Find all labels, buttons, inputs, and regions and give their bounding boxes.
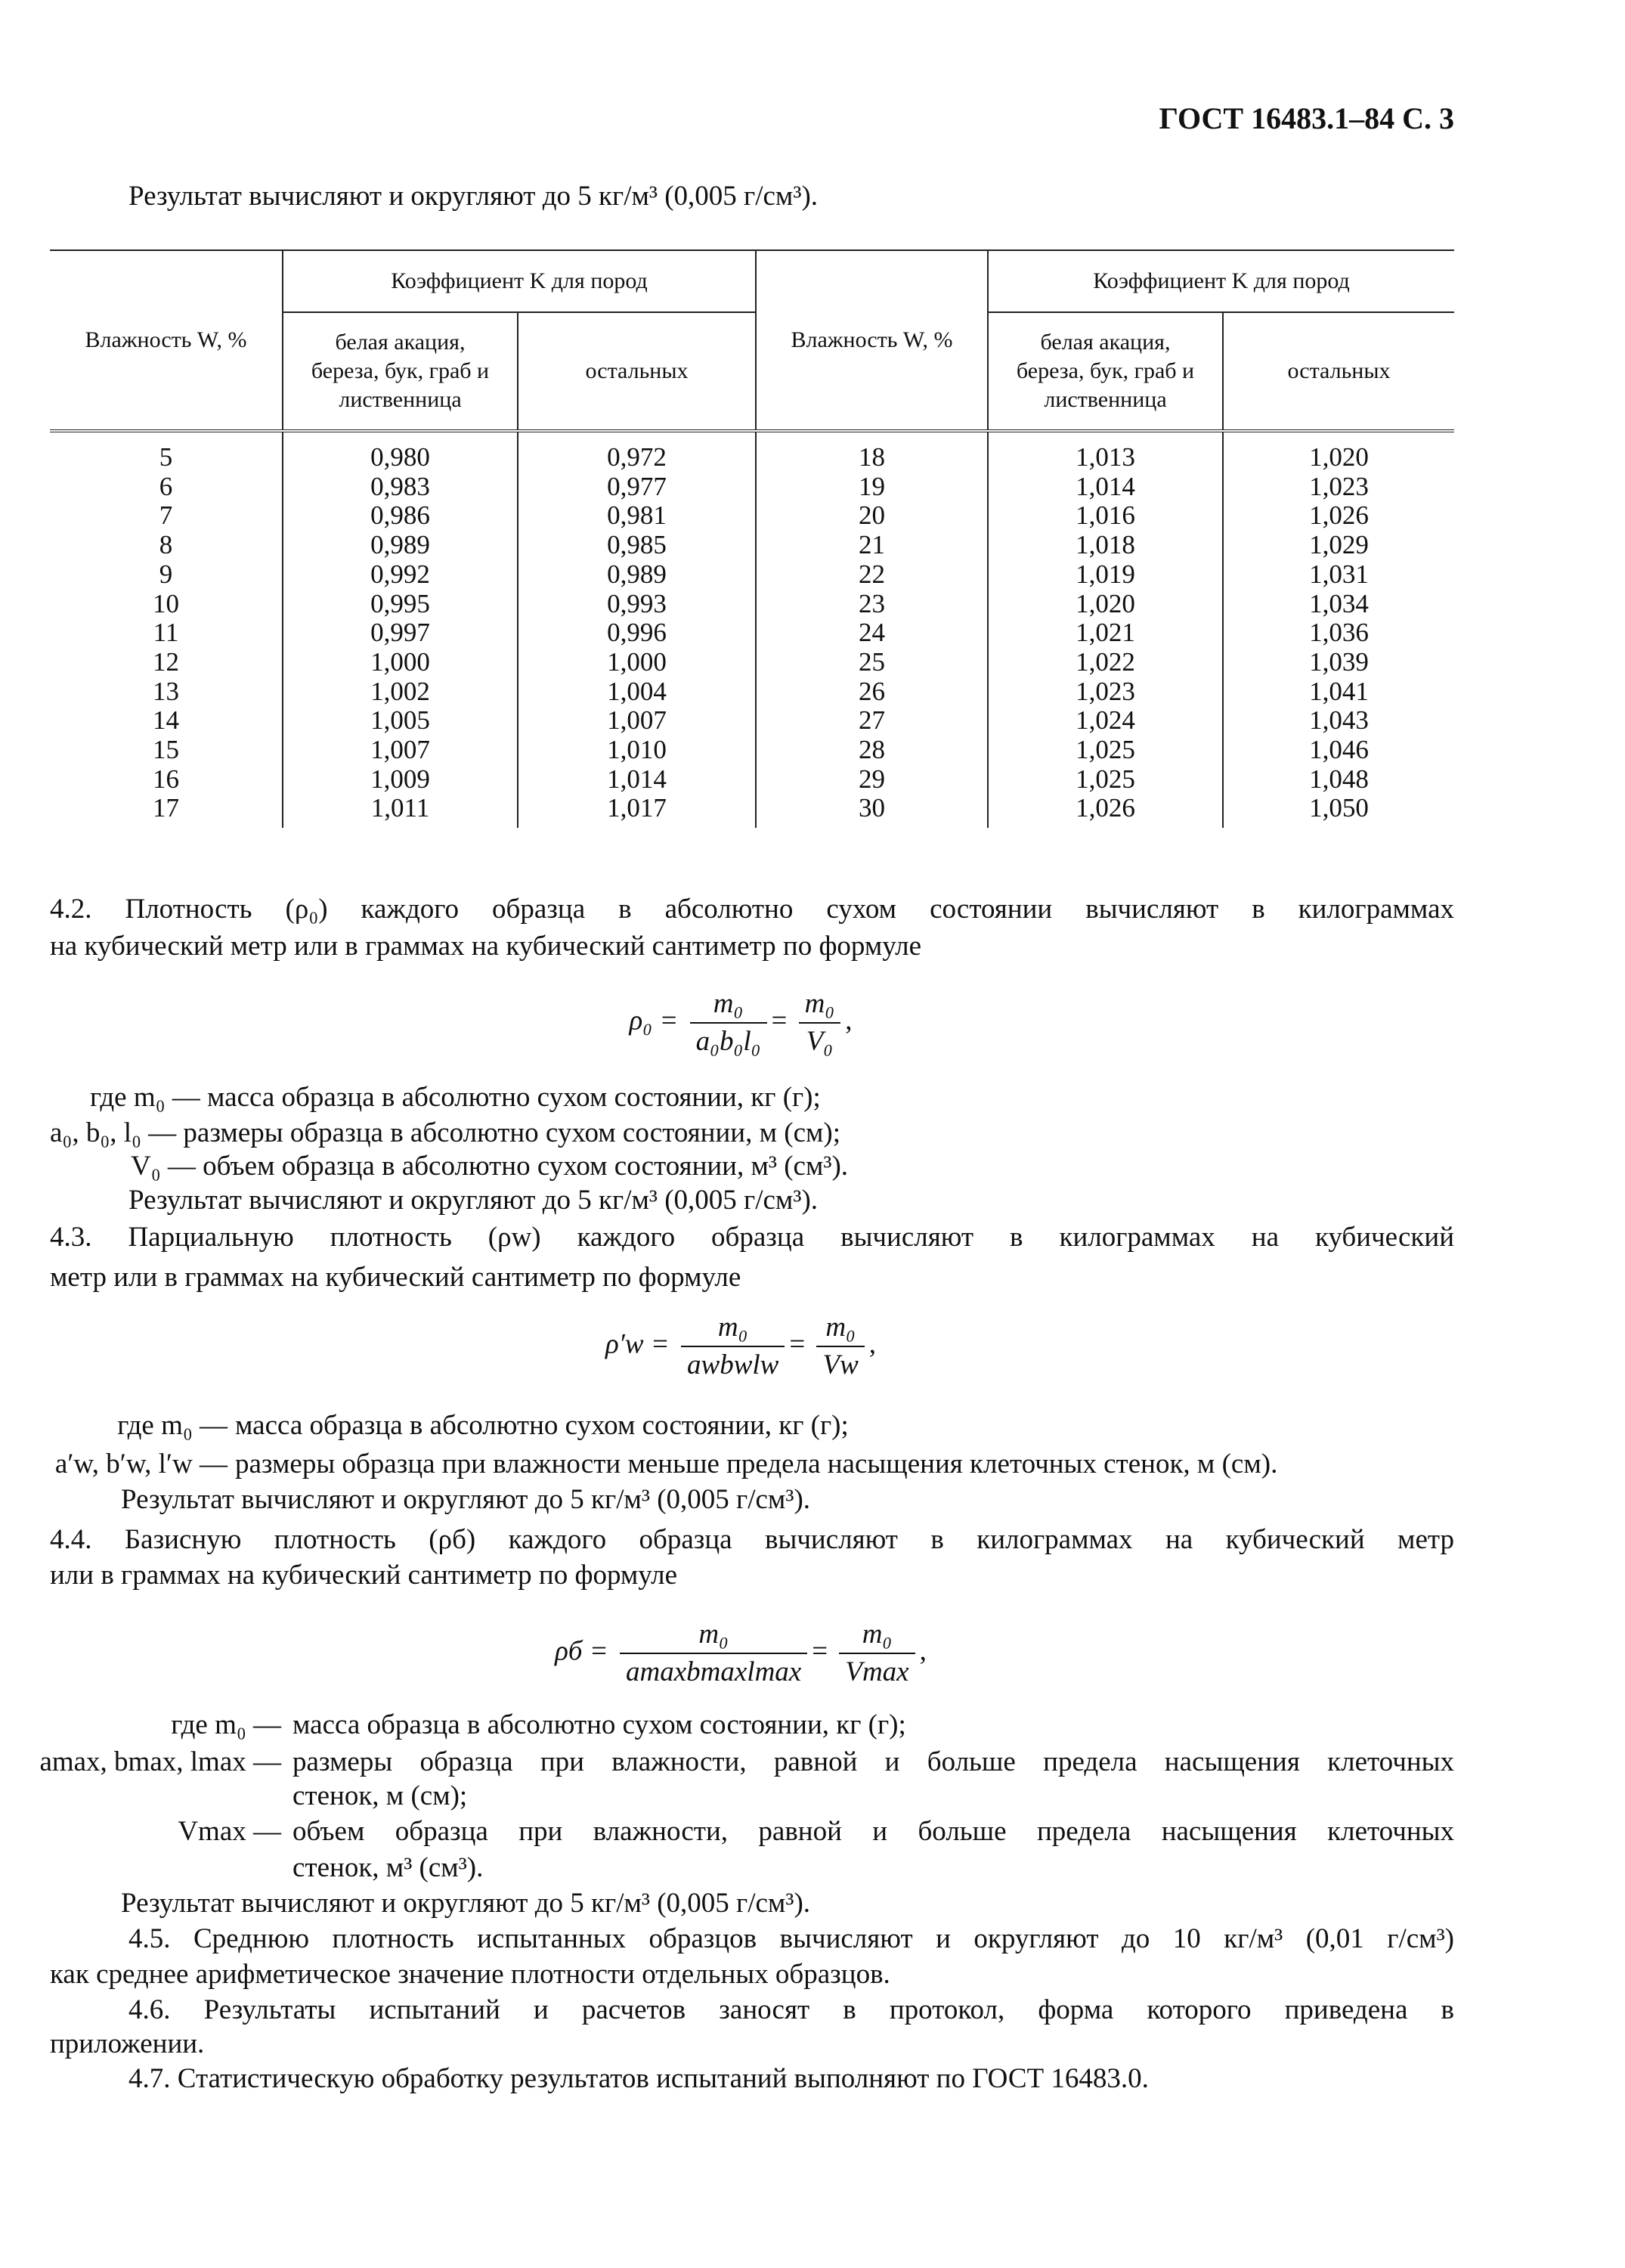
species-coef-right-cell: 1,013 <box>988 431 1223 472</box>
table-row <box>50 618 1454 648</box>
numerator: m₀ <box>717 1312 748 1343</box>
species-header-left <box>283 312 518 431</box>
other-coef-left-cell: 0,993 <box>518 590 756 619</box>
formula-lhs: ρб = <box>555 1635 608 1667</box>
other-coef-right-cell: 1,039 <box>1223 648 1454 677</box>
s43-line2: метр или в граммах на кубический сантиметр по формуле <box>50 1262 741 1293</box>
s42-def-volume: V₀ — объем образца в абсолютно сухом состоянии, м³ (см³). <box>131 1151 849 1182</box>
intro-text: Результат вычисляют и округляют до 5 кг/м³ (0,005 г/см³). <box>128 181 819 212</box>
other-coef-left-cell: 1,007 <box>518 706 756 736</box>
species-coef-right-cell: 1,020 <box>988 590 1223 619</box>
table-row <box>50 706 1454 736</box>
formula-basic-density: ρб = $\frac{\text{m₀}}{\text{amaxbmaxlmax}}$ = $\frac{\text{m₀}}{Vmax}$ , <box>555 1619 927 1687</box>
species-line: береза, бук, граб и <box>311 358 490 383</box>
moisture-left-cell: 16 <box>153 764 179 794</box>
page-header: ГОСТ 16483.1–84 С. 3 <box>1159 101 1454 135</box>
s42-line2: на кубический метр или в граммах на кубический сантиметр по формуле <box>50 931 922 962</box>
species-coef-right-cell: 1,014 <box>988 472 1223 502</box>
moisture-right-cell: 24 <box>756 618 988 648</box>
denominator-term: l₀ <box>743 1026 761 1057</box>
other-coef-right-cell: 1,026 <box>1223 501 1454 531</box>
species-coef-left-cell: 1,002 <box>283 677 518 707</box>
species-coef-left-cell: 1,005 <box>283 706 518 736</box>
species-coef-left-cell: 0,986 <box>283 501 518 531</box>
other-coef-right-cell: 1,023 <box>1223 472 1454 502</box>
other-coef-right-cell: 1,020 <box>1223 431 1454 472</box>
other-coef-right-cell: 1,034 <box>1223 590 1454 619</box>
species-coef-left-cell: 0,997 <box>283 618 518 648</box>
correction-coefficient-table <box>50 249 1454 828</box>
other-coef-left-cell: 0,996 <box>518 618 756 648</box>
s43-label-m0: где m₀ — <box>117 1410 228 1441</box>
species-line: белая акация, <box>335 330 466 355</box>
species-line: лиственница <box>1044 387 1167 412</box>
formula-dry-density: ρ₀ = $\frac{\text{m₀}}{\text{a₀b₀l₀}}$ = $\frac{\text{m₀}}{\text{V₀}}$ , <box>629 988 853 1057</box>
species-coef-right-cell: 1,023 <box>988 677 1223 707</box>
other-coef-left-cell: 1,010 <box>518 736 756 765</box>
formula-lhs: ρ′w = <box>605 1328 670 1360</box>
moisture-right-cell: 18 <box>756 431 988 472</box>
other-coef-right-cell: 1,041 <box>1223 677 1454 707</box>
species-coef-left-cell: 0,989 <box>283 531 518 560</box>
denominator-term: amax <box>625 1656 687 1687</box>
moisture-right-cell: 21 <box>756 531 988 560</box>
species-coef-right-cell: 1,019 <box>988 560 1223 590</box>
s44-result: Результат вычисляют и округляют до 5 кг/м³ (0,005 г/см³). <box>121 1888 811 1919</box>
moisture-right-cell: 28 <box>756 736 988 765</box>
other-coef-left-cell: 0,977 <box>518 472 756 502</box>
s42-def-m0: где m₀ — масса образца в абсолютно сухом состоянии, кг (г); <box>90 1082 821 1113</box>
moisture-left-cell: 12 <box>153 646 179 677</box>
moisture-right-cell: 26 <box>756 677 988 707</box>
other-coef-left-cell: 0,985 <box>518 531 756 560</box>
species-coef-left-cell: 0,992 <box>283 560 518 590</box>
formula-comma: , <box>845 1005 853 1036</box>
other-header-left: остальных <box>518 312 756 431</box>
other-coef-right-cell: 1,050 <box>1223 794 1454 828</box>
other-coef-right-cell: 1,046 <box>1223 736 1454 765</box>
s42-def-dims: a₀, b₀, l₀ — размеры образца в абсолютно сухом состоянии, м (см); <box>50 1117 841 1148</box>
s42-line1: 4.2. Плотность (ρ₀) каждого образца в абсолютно сухом состоянии вычисляют в килограммах <box>50 894 1454 925</box>
moisture-right-cell: 27 <box>756 706 988 736</box>
numerator: m₀ <box>713 988 744 1019</box>
s44-line2: или в граммах на кубический сантиметр по формуле <box>50 1560 678 1591</box>
species-line: лиственница <box>339 387 462 412</box>
moisture-header-right: Влажность W, % <box>756 250 988 431</box>
species-coef-right-cell: 1,018 <box>988 531 1223 560</box>
species-coef-right-cell: 1,026 <box>988 794 1223 828</box>
denominator: V₀ <box>806 1026 834 1057</box>
s45-line2: как среднее арифметическое значение плотности отдельных образцов. <box>50 1959 890 1990</box>
formula-lhs: ρ₀ = <box>629 1005 679 1036</box>
other-coef-right-cell: 1,048 <box>1223 765 1454 795</box>
s43-def-m0: масса образца в абсолютно сухом состоянии, кг (г); <box>235 1410 849 1441</box>
species-header-right <box>988 312 1223 431</box>
s44-def-volume-cont: стенок, м³ (см³). <box>292 1852 484 1883</box>
table-row <box>50 590 1454 619</box>
numerator: m₀ <box>698 1619 729 1650</box>
s46-line2: приложении. <box>50 2028 205 2059</box>
other-coef-left-cell: 0,989 <box>518 560 756 590</box>
s43-result: Результат вычисляют и округляют до 5 кг/м³ (0,005 г/см³). <box>121 1484 811 1515</box>
species-coef-left-cell: 1,009 <box>283 765 518 795</box>
other-coef-left-cell: 1,014 <box>518 765 756 795</box>
table-row <box>50 765 1454 795</box>
denominator-term: lw <box>752 1349 779 1380</box>
table-row <box>50 648 1454 677</box>
denominator-term: lmax <box>747 1656 802 1687</box>
moisture-right-cell: 20 <box>756 501 988 531</box>
species-line: береза, бук, граб и <box>1016 358 1195 383</box>
species-coef-left-cell: 0,995 <box>283 590 518 619</box>
formula-comma: , <box>919 1635 927 1667</box>
denominator-term: aw <box>687 1349 720 1380</box>
numerator: m₀ <box>804 988 835 1019</box>
moisture-right-cell: 29 <box>756 765 988 795</box>
s44-label-m0: где m₀ — <box>171 1709 281 1740</box>
species-coef-left-cell: 1,007 <box>283 736 518 765</box>
s43-line1: 4.3. Парциальную плотность (ρw) каждого образца вычисляют в килограммах на кубический <box>50 1222 1454 1253</box>
numerator: m₀ <box>825 1312 856 1343</box>
formula-partial-density: ρ′w = $\frac{\text{m₀}}{\text{awbwlw}}$ = $\frac{\text{m₀}}{Vw}$ , <box>605 1312 876 1380</box>
species-coef-right-cell: 1,024 <box>988 706 1223 736</box>
table-body <box>50 431 1454 828</box>
s46-line1: 4.6. Результаты испытаний и расчетов заносят в протокол, форма которого приведена в <box>128 1994 1454 2025</box>
moisture-right-cell: 25 <box>756 648 988 677</box>
other-coef-left-cell: 0,981 <box>518 501 756 531</box>
s44-def-m0: масса образца в абсолютно сухом состоянии, кг (г); <box>292 1709 906 1740</box>
table-row <box>50 560 1454 590</box>
species-coef-left-cell: 0,983 <box>283 472 518 502</box>
moisture-left-cell: 11 <box>153 618 179 648</box>
other-header-right: остальных <box>1223 312 1454 431</box>
other-coef-right-cell: 1,036 <box>1223 618 1454 648</box>
s44-line1: 4.4. Базисную плотность (ρб) каждого образца вычисляют в килограммах на кубический метр <box>50 1524 1454 1555</box>
species-coef-left-cell: 1,011 <box>283 794 518 828</box>
other-coef-right-cell: 1,043 <box>1223 706 1454 736</box>
table-row <box>50 501 1454 531</box>
moisture-left-cell: 7 <box>159 500 173 531</box>
denominator-term: bmax <box>686 1656 748 1687</box>
s47-line1: 4.7. Статистическую обработку результатов испытаний выполняют по ГОСТ 16483.0. <box>128 2063 1149 2094</box>
s45-line1: 4.5. Среднюю плотность испытанных образцов вычисляют и округляют до 10 кг/м³ (0,01 г/см³) <box>128 1923 1454 1954</box>
moisture-left-cell: 8 <box>159 530 173 560</box>
denominator: Vw <box>822 1349 859 1380</box>
s44-def-dims-cont: стенок, м (см); <box>292 1780 468 1811</box>
denominator-term: a₀ <box>695 1026 720 1057</box>
numerator: m₀ <box>862 1619 893 1650</box>
s44-label-volume: Vmax — <box>178 1816 281 1847</box>
s44-def-volume: объем образца при влажности, равной и больше предела насыщения клеточных <box>292 1816 1454 1847</box>
moisture-header-left: Влажность W, % <box>50 250 283 431</box>
moisture-right-cell: 30 <box>756 794 988 828</box>
moisture-left-cell: 14 <box>153 705 179 736</box>
species-coef-left-cell: 0,980 <box>283 431 518 472</box>
species-coef-right-cell: 1,025 <box>988 765 1223 795</box>
species-coef-right-cell: 1,022 <box>988 648 1223 677</box>
s44-def-dims: размеры образца при влажности, равной и больше предела насыщения клеточных <box>292 1746 1454 1777</box>
species-coef-right-cell: 1,016 <box>988 501 1223 531</box>
species-coef-right-cell: 1,021 <box>988 618 1223 648</box>
denominator: Vmax <box>845 1656 909 1687</box>
species-coef-left-cell: 1,000 <box>283 648 518 677</box>
moisture-right-cell: 22 <box>756 560 988 590</box>
table-row <box>50 677 1454 707</box>
denominator-term: bw <box>720 1349 753 1380</box>
moisture-left-cell: 9 <box>159 559 173 589</box>
other-coef-left-cell: 0,972 <box>518 431 756 472</box>
moisture-left-cell: 13 <box>153 676 179 706</box>
table-row <box>50 531 1454 560</box>
other-coef-right-cell: 1,029 <box>1223 531 1454 560</box>
coef-header-left: Коэффициент K для пород <box>283 250 756 312</box>
s44-label-dims: amax, bmax, lmax — <box>39 1746 281 1777</box>
other-coef-left-cell: 1,004 <box>518 677 756 707</box>
moisture-left-cell: 6 <box>159 471 173 501</box>
moisture-left-cell: 17 <box>153 793 179 823</box>
table-row <box>50 794 1454 828</box>
other-coef-right-cell: 1,031 <box>1223 560 1454 590</box>
formula-comma: , <box>868 1328 876 1360</box>
moisture-left-cell: 5 <box>159 442 173 472</box>
moisture-left-cell: 15 <box>153 735 179 765</box>
moisture-right-cell: 23 <box>756 590 988 619</box>
moisture-right-cell: 19 <box>756 472 988 502</box>
coef-header-right: Коэффициент K для пород <box>988 250 1454 312</box>
moisture-left-cell: 10 <box>153 588 179 618</box>
other-coef-left-cell: 1,000 <box>518 648 756 677</box>
s43-def-dims: размеры образца при влажности меньше предела насыщения клеточных стенок, м (см). <box>235 1448 1278 1479</box>
species-line: белая акация, <box>1040 330 1171 355</box>
other-coef-left-cell: 1,017 <box>518 794 756 828</box>
s42-result: Результат вычисляют и округляют до 5 кг/м³ (0,005 г/см³). <box>128 1185 819 1216</box>
s43-label-dims: a′w, b′w, l′w — <box>54 1448 228 1479</box>
species-coef-right-cell: 1,025 <box>988 736 1223 765</box>
table-row <box>50 736 1454 765</box>
table-row <box>50 431 1454 472</box>
denominator-term: b₀ <box>719 1026 744 1057</box>
table-row <box>50 472 1454 502</box>
